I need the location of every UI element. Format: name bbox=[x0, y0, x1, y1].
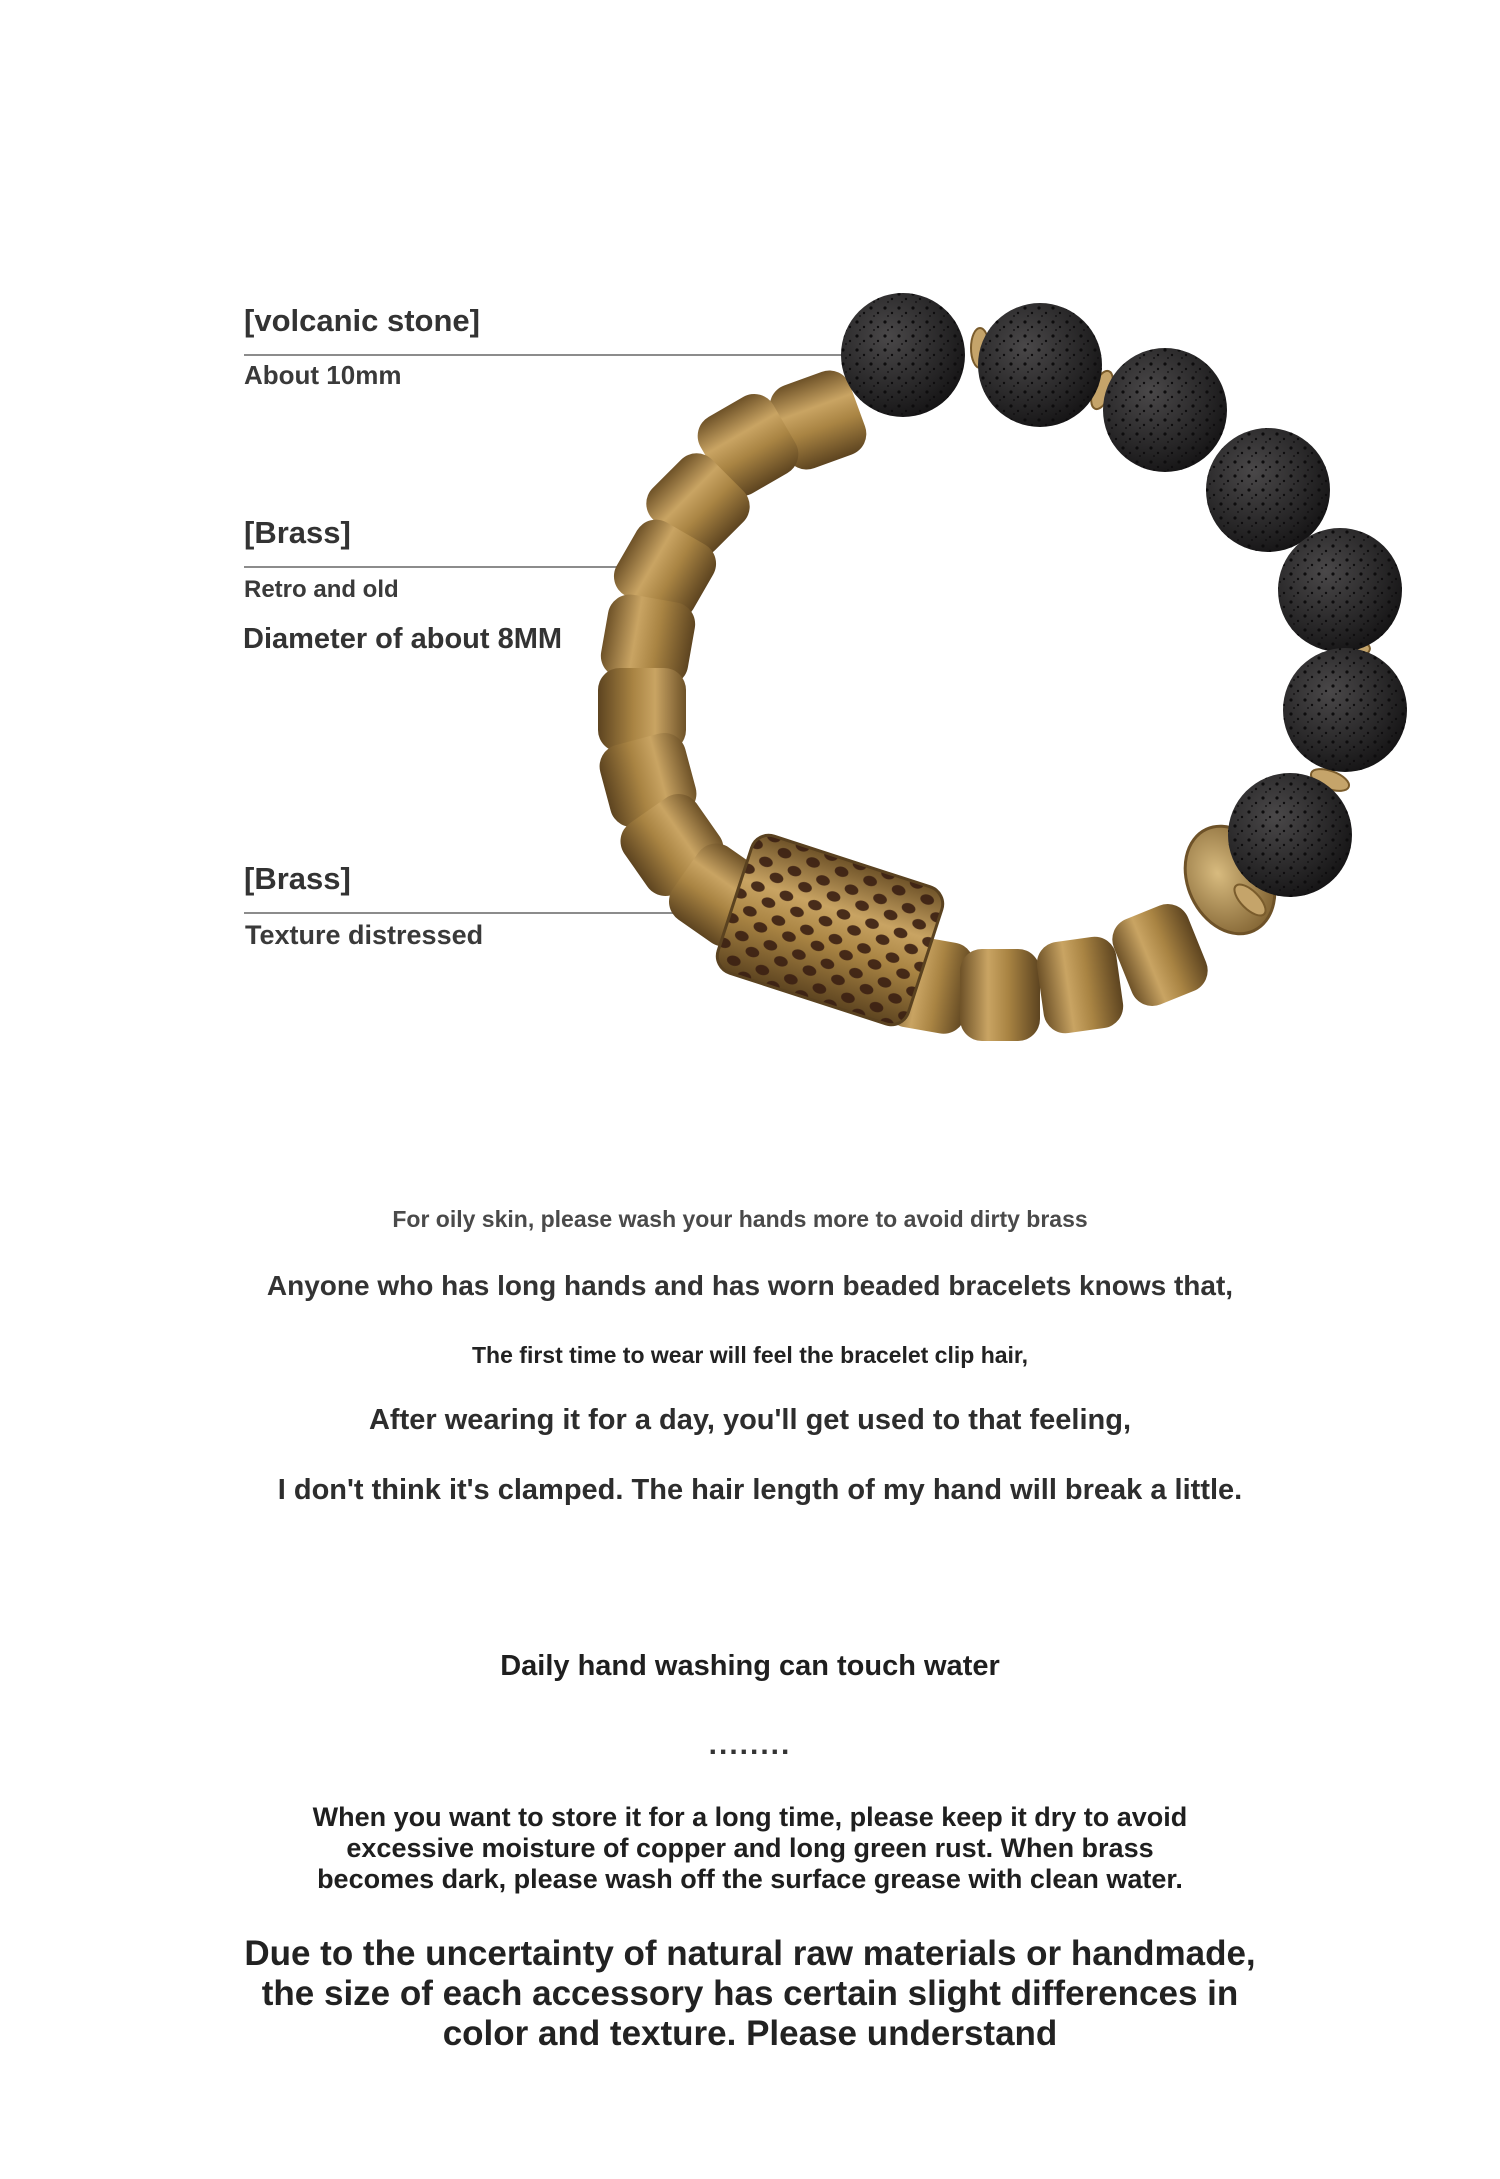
not-clamped-note: I don't think it's clamped. The hair length of my hand will break a little. bbox=[277, 1474, 1243, 1506]
after-day-note: After wearing it for a day, you'll get used to that feeling, bbox=[368, 1404, 1132, 1436]
oily-skin-note: For oily skin, please wash your hands more to avoid dirty brass bbox=[392, 1206, 1088, 1232]
storage-note-line-1: When you want to store it for a long time, please keep it dry to avoid bbox=[312, 1802, 1188, 1832]
storage-note-line-2: excessive moisture of copper and long green rust. When brass bbox=[346, 1833, 1154, 1863]
first-time-note: The first time to wear will feel the bracelet clip hair, bbox=[472, 1342, 1028, 1368]
storage-note-line-3: becomes dark, please wash off the surface grease with clean water. bbox=[317, 1864, 1183, 1894]
daily-wash-note: Daily hand washing can touch water bbox=[500, 1650, 1000, 1682]
natural-note-line-2: the size of each accessory has certain slight differences in bbox=[261, 1974, 1239, 2013]
textured-brass-tube bbox=[713, 831, 948, 1030]
ellipsis-divider: ........ bbox=[708, 1728, 792, 1761]
callout-brass-retro-desc: Retro and old bbox=[244, 576, 399, 603]
callout-volcanic-title: [volcanic stone] bbox=[244, 303, 480, 338]
callout-brass-retro-title: [Brass] bbox=[244, 515, 351, 550]
long-hands-note: Anyone who has long hands and has worn beaded bracelets knows that, bbox=[266, 1270, 1234, 1301]
bracelet-image bbox=[560, 290, 1430, 1070]
callout-volcanic-size: About 10mm bbox=[244, 360, 402, 390]
natural-note-line-3: color and texture. Please understand bbox=[442, 2014, 1058, 2053]
lava-beads bbox=[841, 293, 1407, 897]
callout-brass-texture-title: [Brass] bbox=[244, 861, 351, 896]
natural-note-line-1: Due to the uncertainty of natural raw materials or handmade, bbox=[244, 1934, 1256, 1973]
callout-brass-texture-desc: Texture distressed bbox=[245, 920, 484, 950]
callout-brass-retro-diameter: Diameter of about 8MM bbox=[243, 623, 563, 655]
